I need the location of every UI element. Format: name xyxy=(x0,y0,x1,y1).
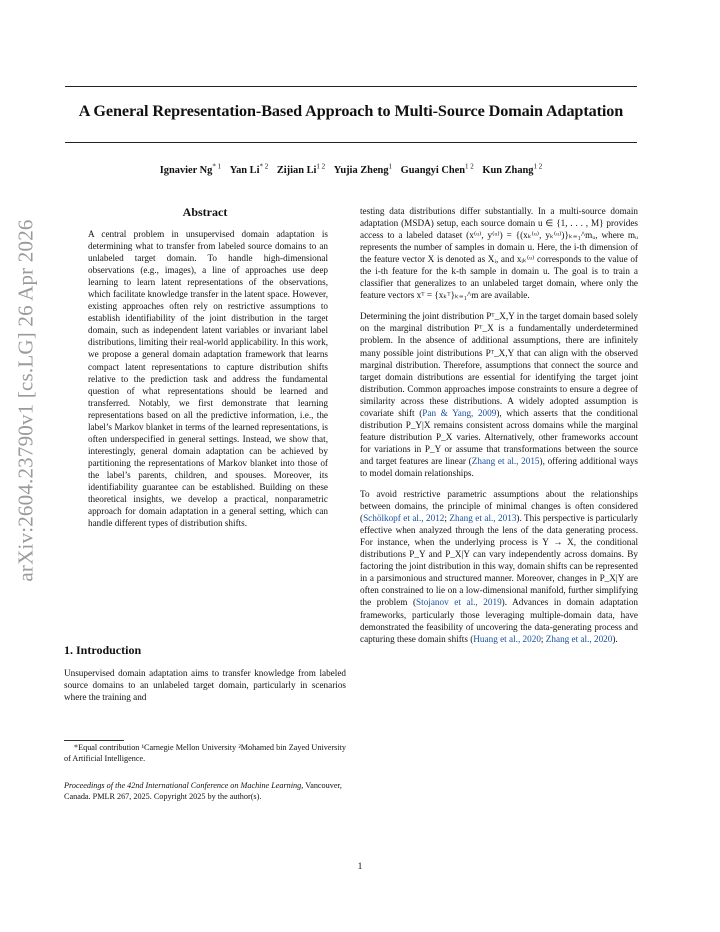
citation-link[interactable]: Stojanov et al., 2019 xyxy=(416,597,502,608)
citation-link[interactable]: Pan & Yang, 2009 xyxy=(422,407,497,418)
footnote: *Equal contribution ¹Carnegie Mellon University ²Mohamed bin Zayed University of Artificial Intelligence. xyxy=(64,743,346,763)
paper-title: A General Representation-Based Approach to Multi-Source Domain Adaptation xyxy=(78,102,624,120)
abstract-heading: Abstract xyxy=(182,205,228,219)
author: Ignavier Ng$^{* 1}$ xyxy=(159,163,222,177)
title-rule-bottom xyxy=(65,142,637,143)
arxiv-stamp-text: arXiv:2604.23790v1 [cs.LG] 26 Apr 2026 xyxy=(13,218,38,582)
introduction-heading: 1. Introduction xyxy=(64,643,142,657)
citation-link[interactable]: Zhang et al., 2020 xyxy=(545,633,613,644)
author: Yujia Zheng$^1$ xyxy=(333,163,393,177)
body-paragraph: Determining the joint distribution Pᵀ_X,Y in the target domain based solely on the marginal distribution Pᵀ_X is a fundamentally underdetermined problem. In the absence of additional assumptions, there are infinitely many possible joint distributions Pᵀ_X,Y that can align with the observed marginal distribution. Therefore, assumptions that connect the source and target domain distributions are essential for identifying the target joint distribution. Common approaches impose constraints to ensure a degree of similarity across these distributions. A widely adopted assumption is covariate shift (Pan & Yang, 2009), which asserts that the conditional distribution P_Y|X remains consistent across domains while the marginal feature distribution P_X varies. Alternatively, other frameworks account for variations in P_Y or assume that transformations between the source and target features are linear (Zhang et al., 2015), offering additional ways to model domain relationships. xyxy=(360,311,639,478)
author-list xyxy=(60,163,642,176)
footnote-rule xyxy=(64,740,124,741)
author: Guangyi Chen$^{1 2}$ xyxy=(400,163,474,177)
page-number: 1 xyxy=(357,862,363,872)
author: Yan Li$^{* 2}$ xyxy=(229,163,269,177)
body-paragraph: testing data distributions differ substantially. In a multi-source domain adaptation (MSDA) setup, each source domain u ∈ {1, . . . , M} provides access to a labeled dataset (x⁽ᵘ⁾, y⁽ᵘ⁾) = {(xₖ⁽ᵘ⁾, yₖ⁽ᵘ⁾)}ₖ₌₁^mᵤ, where mᵤ represents the number of samples in domain u. Here, the i-th dimension of the feature vector X is denoted as Xᵢ, and xᵢₖ⁽ᵘ⁾ corresponds to the value of the i-th feature for the k-th sample in domain u. The goal is to train a classifier that generalizes to an unlabeled target domain, where only the feature vectors xᵀ = {xₖᵀ}ₖ₌₁^m are available. xyxy=(360,206,638,301)
author: Zijian $Li^{1 2}$ xyxy=(276,163,326,177)
right-column xyxy=(360,205,638,654)
citation-link[interactable]: Huang et al., 2020 xyxy=(473,633,541,644)
proceedings-venue: Proceedings of the 42nd International Conference on Machine Learning xyxy=(64,781,302,790)
citation-link[interactable]: Zhang et al., 2013 xyxy=(449,513,517,524)
citation-link[interactable]: Zhang et al., 2015 xyxy=(471,455,540,466)
introduction-paragraph: Unsupervised domain adaptation aims to transfer knowledge from labeled source domains to an unlabeled target domain, particularly in scenarios where the training and xyxy=(64,668,346,703)
arxiv-stamp xyxy=(2,120,50,680)
citation-link[interactable]: Schölkopf et al., 2012 xyxy=(363,513,445,524)
proceedings-details: , Vancouver, Canada. PMLR 267, 2025. Copyright 2025 by the author(s). xyxy=(64,781,342,801)
author: Kun Zhang$^{1 2}$ xyxy=(482,163,543,177)
proceedings-note xyxy=(64,781,346,802)
body-paragraph: To avoid restrictive parametric assumptions about the relationships between domains, the principle of minimal changes is often considered (Schölkopf et al., 2012; Zhang et al., 2013). This perspective is particularly effective when analyzed through the lens of the data generating process. For instance, when the underlying process is Y → X, the conditional distributions P_Y and P_X|Y can vary independently across domains. By factoring the joint distribution in this way, domain shifts can be represented in a parsimonious and structured manner. Moreover, changes in P_X|Y are often constrained to lie on a low-dimensional manifold, further simplifying the problem (Stojanov et al., 2019). Advances in domain adaptation frameworks, particularly those leveraging multiple-domain data, have demonstrated the feasibility of uncovering the data-generating process and capturing these domain shifts (Huang et al., 2020; Zhang et al., 2020). xyxy=(360,489,639,644)
left-column xyxy=(64,205,346,529)
title-rule-top xyxy=(65,86,637,87)
abstract-text: A central problem in unsupervised domain adaptation is determining what to transfer from labeled source domains to an unlabeled target domain. To handle high-dimensional observations (e.g., images), a line of approaches use deep learning to learn latent representations of the observations, which facilitate knowledge transfer in the latent space. However, existing approaches often rely on restrictive assumptions to establish identifiability of the joint distribution in the target domain, such as independent latent variables or invariant label distributions, limiting their real-world applicability. In this work, we propose a general domain adaptation framework that learns compact latent representations to capture distribution shifts relative to the prediction task and address the fundamental question of what representations should be learned and transferred. Notably, we first demonstrate that learning representations based on all the predictive information, i.e., the label’s Markov blanket in terms of the learned representations, is often underspecified in general settings. Instead, we show that, interestingly, general domain adaptation can be achieved by partitioning the representations of Markov blanket into those of the label’s parents, children, and spouses. Moreover, its identifiability guarantee can be established. Building on these theoretical insights, we develop a practical, nonparametric approach for domain adaptation in a general setting, which can handle different types of distribution shifts. xyxy=(88,229,328,529)
